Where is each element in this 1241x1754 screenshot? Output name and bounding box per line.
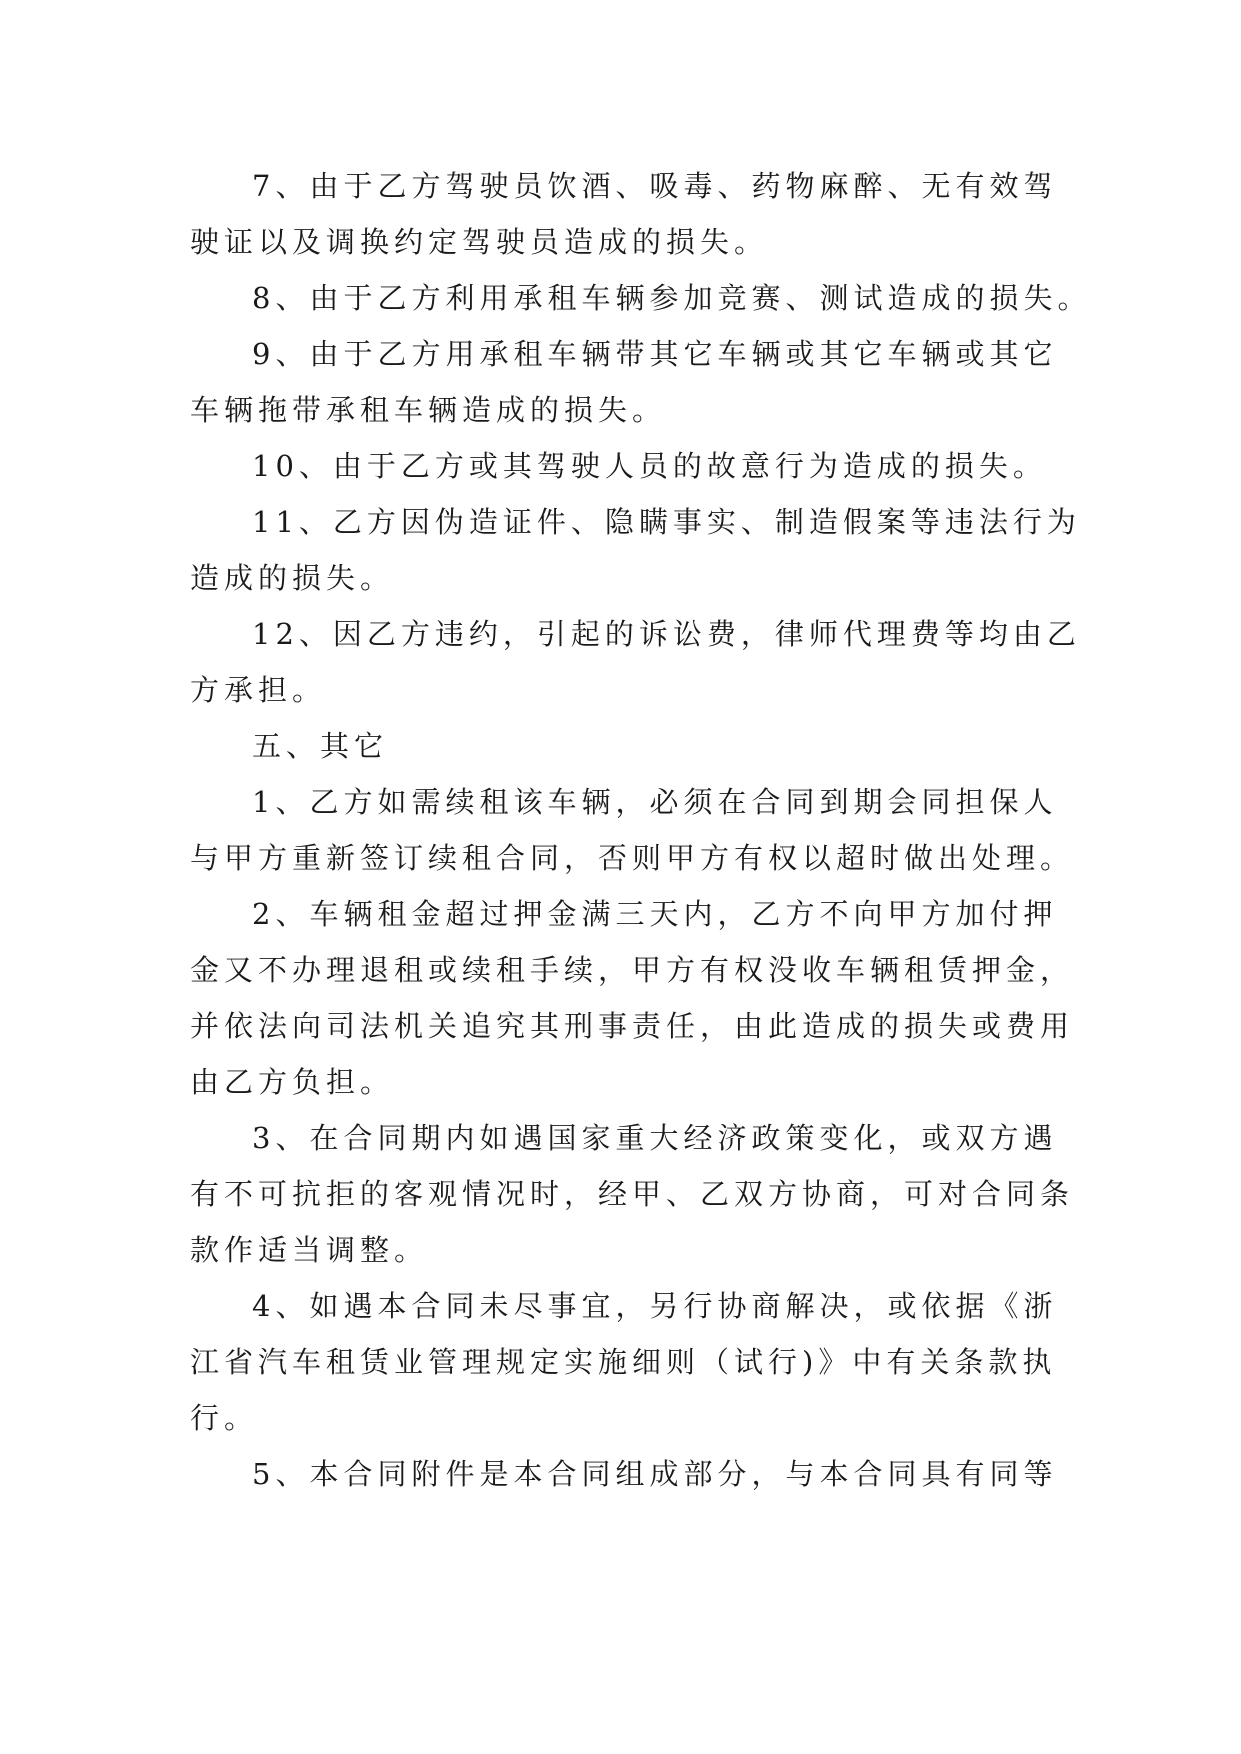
clause-8 bbox=[190, 270, 1092, 326]
text-line: 款作适当调整。 bbox=[190, 1233, 429, 1267]
text-line: 行。 bbox=[190, 1401, 259, 1435]
other-clause-4 bbox=[190, 1278, 1058, 1446]
clause-12 bbox=[190, 606, 1081, 718]
text-line: 方承担。 bbox=[190, 673, 327, 707]
section-title: 五、其它 bbox=[252, 729, 389, 763]
clause-7 bbox=[190, 158, 1058, 270]
text-line: 2、车辆租金超过押金满三天内，乙方不向甲方加付押 bbox=[252, 897, 1058, 931]
text-line: 由乙方负担。 bbox=[190, 1065, 395, 1099]
text-line: 1、乙方如需续租该车辆，必须在合同到期会同担保人 bbox=[252, 785, 1058, 819]
clause-10 bbox=[190, 438, 1055, 494]
text-line: 与甲方重新签订续租合同，否则甲方有权以超时做出处理。 bbox=[190, 841, 1075, 875]
text-line: 10、由于乙方或其驾驶人员的故意行为造成的损失。 bbox=[252, 449, 1047, 483]
text-line: 江省汽车租赁业管理规定实施细则（试行)》中有关条款执 bbox=[190, 1345, 1057, 1379]
other-clause-5 bbox=[190, 1446, 1058, 1502]
text-line: 5、本合同附件是本合同组成部分，与本合同具有同等 bbox=[252, 1457, 1058, 1491]
text-line: 8、由于乙方利用承租车辆参加竞赛、测试造成的损失。 bbox=[252, 281, 1092, 315]
text-line: 有不可抗拒的客观情况时，经甲、乙双方协商，可对合同条 bbox=[190, 1177, 1075, 1211]
section-heading bbox=[190, 718, 1055, 774]
other-clause-2 bbox=[190, 886, 1075, 1110]
document-body bbox=[190, 158, 1092, 1502]
text-line: 造成的损失。 bbox=[190, 561, 395, 595]
other-clause-1 bbox=[190, 774, 1075, 886]
text-line: 金又不办理退租或续租手续，甲方有权没收车辆租赁押金， bbox=[190, 953, 1075, 987]
text-line: 4、如遇本合同未尽事宜，另行协商解决，或依据《浙 bbox=[252, 1289, 1058, 1323]
clause-11 bbox=[190, 494, 1081, 606]
text-line: 驶证以及调换约定驾驶员造成的损失。 bbox=[190, 225, 769, 259]
clause-9 bbox=[190, 326, 1058, 438]
text-line: 车辆拖带承租车辆造成的损失。 bbox=[190, 393, 667, 427]
text-line: 7、由于乙方驾驶员饮酒、吸毒、药物麻醉、无有效驾 bbox=[252, 169, 1058, 203]
text-line: 11、乙方因伪造证件、隐瞒事实、制造假案等违法行为 bbox=[252, 505, 1081, 539]
other-clause-3 bbox=[190, 1110, 1075, 1278]
text-line: 12、因乙方违约，引起的诉讼费，律师代理费等均由乙 bbox=[252, 617, 1081, 651]
text-line: 9、由于乙方用承租车辆带其它车辆或其它车辆或其它 bbox=[252, 337, 1058, 371]
text-line: 3、在合同期内如遇国家重大经济政策变化，或双方遇 bbox=[252, 1121, 1058, 1155]
text-line: 并依法向司法机关追究其刑事责任，由此造成的损失或费用 bbox=[190, 1009, 1075, 1043]
